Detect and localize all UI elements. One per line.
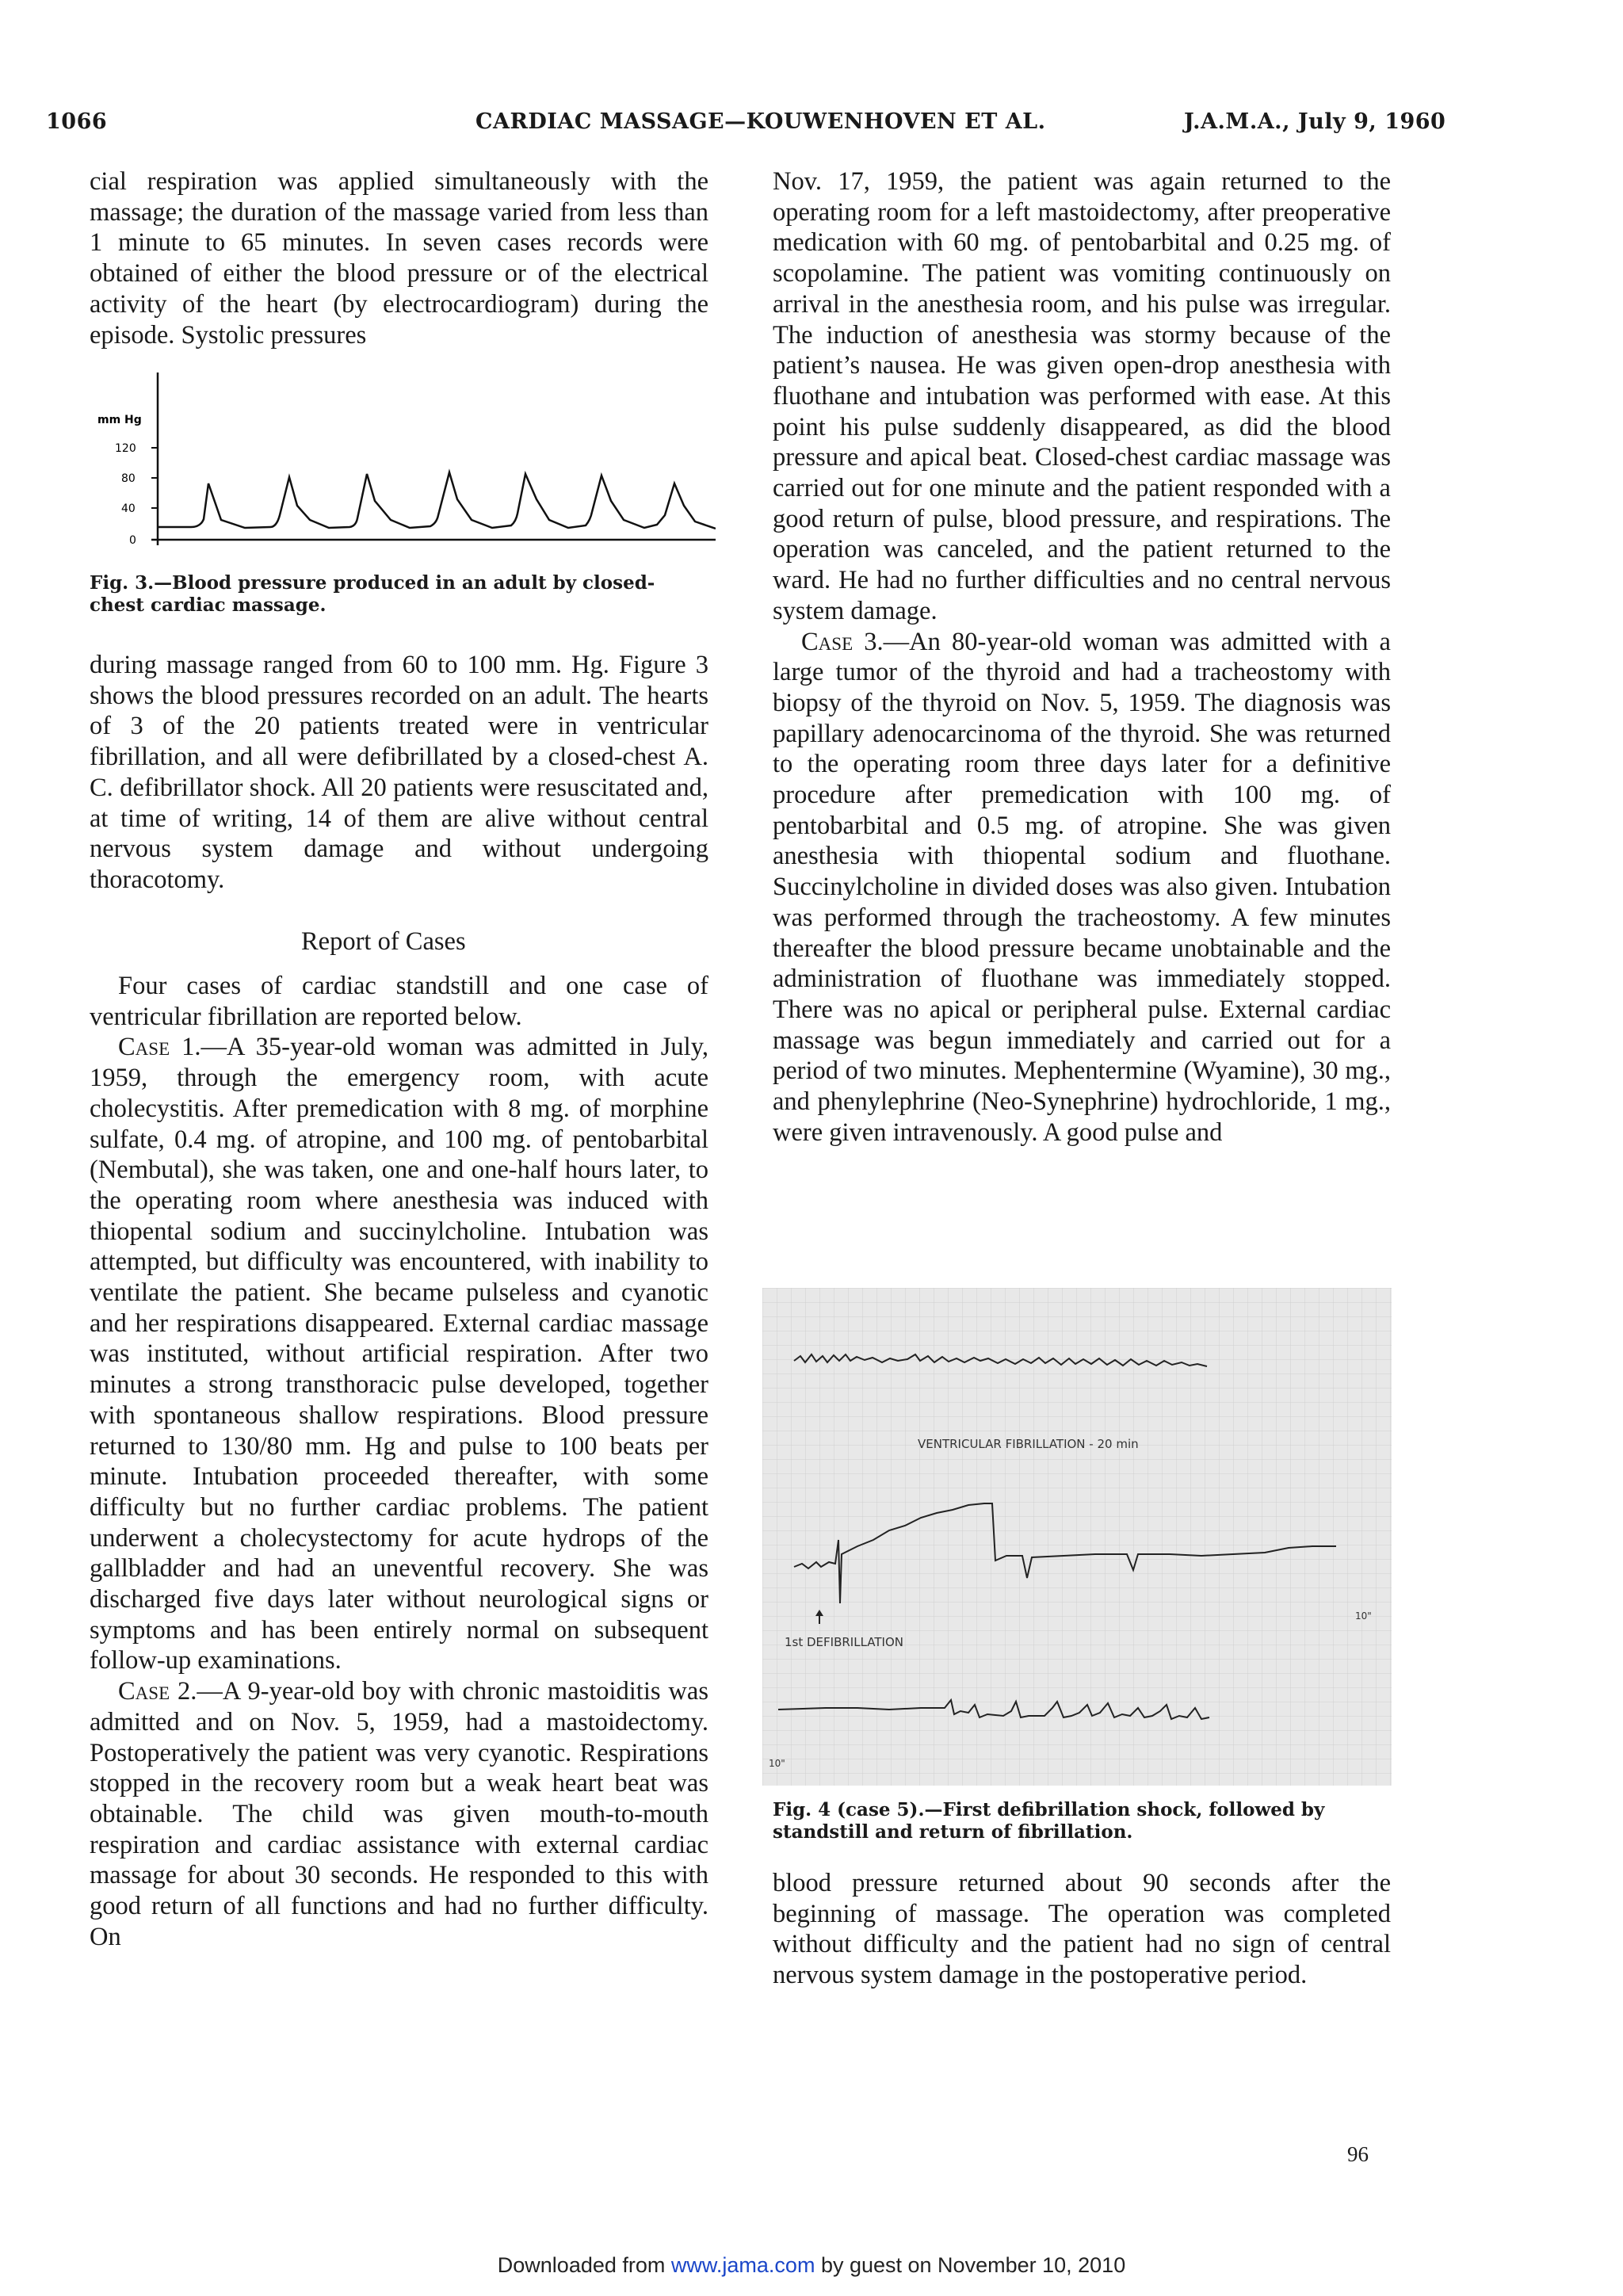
footer-prefix: Downloaded from xyxy=(497,2253,671,2277)
right-column-bottom xyxy=(773,1868,1391,1991)
blood-pressure-chart xyxy=(90,365,716,555)
ecg-strip xyxy=(762,1288,1392,1786)
case-2-paragraph xyxy=(90,1676,708,1952)
case-3-paragraph xyxy=(773,627,1391,1148)
defibrillation-label: 1st DEFIBRILLATION xyxy=(785,1635,903,1649)
vf-label: VENTRICULAR FIBRILLATION - 20 min xyxy=(918,1437,1139,1451)
paragraph: blood pressure returned about 90 seconds after the beginning of massage. The operation was completed without difficulty and the patient had no sign of central nervous system damage in the postoperative period. xyxy=(773,1869,1391,1990)
left-column-body xyxy=(90,650,708,896)
case-label: Case 3. xyxy=(801,627,884,656)
paragraph: Four cases of cardiac standstill and one case of ventricular fibrillation are reported below. xyxy=(90,972,708,1031)
case-label: Case 1. xyxy=(118,1033,201,1062)
left-column-cases xyxy=(90,971,708,1953)
figure-3-caption: Fig. 3.—Blood pressure produced in an adult by closed-chest cardiac massage. xyxy=(90,572,655,616)
footer-suffix: by guest on November 10, 2010 xyxy=(815,2253,1126,2277)
paragraph: Nov. 17, 1959, the patient was again returned to the operating room for a left mastoidectomy, after preoperative medication with 60 mg. of pentobarbital and 0.25 mg. of scopolamine. The patient was vomiting continuously on arrival in the anesthesia room, and his pulse was irregular. The induction of anesthesia was stormy because of the patient’s nausea. He was given open-drop anesthesia with fluothane and intubation was performed with ease. At this point his pulse suddenly disappeared, as did the blood pressure and apical beat. Closed-chest cardiac massage was carried out for one minute and the patient responded with a good return of pulse, blood pressure, and respirations. The operation was canceled, and the patient returned to the ward. He had no further difficulties and no central nervous system damage. xyxy=(773,167,1391,625)
time-mark: 10" xyxy=(1355,1610,1372,1622)
figure-3 xyxy=(90,365,716,555)
time-mark: 10" xyxy=(769,1758,785,1769)
page-number: 96 xyxy=(1347,2142,1369,2166)
journal-citation: J.A.M.A., July 9, 1960 xyxy=(1184,109,1446,134)
figure-4 xyxy=(762,1288,1392,1786)
section-heading: Report of Cases xyxy=(301,927,466,956)
download-footer xyxy=(0,2253,1623,2278)
jama-link[interactable]: www.jama.com xyxy=(670,2253,815,2277)
y-axis-unit: mm Hg xyxy=(97,414,142,426)
pressure-trace xyxy=(158,472,716,529)
y-tick-label: 40 xyxy=(121,502,136,515)
figure-4-caption: Fig. 4 (case 5).—First defibrillation shock, followed by standstill and return of fibrillation. xyxy=(773,1799,1325,1843)
paragraph: cial respiration was applied simultaneously with the massage; the duration of the massage varied from less than 1 minute to 65 minutes. In seven cases records were obtained of either the blood pressure or of the electrical activity of the heart (by electrocardiogram) during the episode. Systolic pressures xyxy=(90,167,708,350)
case-label: Case 2. xyxy=(118,1677,197,1706)
y-tick-label: 120 xyxy=(115,442,136,455)
y-tick-label: 80 xyxy=(121,472,136,485)
left-column-top xyxy=(90,166,708,350)
case-1-paragraph xyxy=(90,1032,708,1676)
y-tick-label: 0 xyxy=(129,534,136,547)
right-column-top xyxy=(773,166,1391,1148)
paragraph: during massage ranged from 60 to 100 mm. Hg. Figure 3 shows the blood pressures recorded on an adult. The hearts of 3 of the 20 patients treated were in ventricular fibrillation, and all were defibrillated by a closed-chest A. C. defibrillator shock. All 20 patients were resuscitated and, at time of writing, 14 of them are alive without central nervous system damage and without undergoing thoracotomy. xyxy=(90,651,708,894)
page-number-header: 1066 xyxy=(46,109,108,134)
running-title: CARDIAC MASSAGE—KOUWENHOVEN ET AL. xyxy=(475,109,1046,134)
case-text: —An 80-year-old woman was admitted with a large tumor of the thyroid and had a tracheostomy with biopsy of the thyroid on Nov. 5, 1959. The diagnosis was papillary adenocarcinoma of the thyroid. She was returned to the operating room three days later for a definitive procedure after premedication with 100 mg. of pentobarbital and 0.5 mg. of atropine. She was given anesthesia with thiopental sodium and fluothane. Succinylcholine in divided doses was also given. Intubation was performed through the tracheostomy. A few minutes thereafter the blood pressure became unobtainable and the administration of fluothane was immediately stopped. There was no apical or peripheral pulse. External cardiac massage was begun immediately and carried out for a period of two minutes. Mephentermine (Wyamine), 30 mg., and phenylephrine (Neo-Synephrine) hydrochloride, 1 mg., were given intravenously. A good pulse and xyxy=(773,627,1391,1147)
case-text: —A 35-year-old woman was admitted in July, 1959, through the emergency room, with acute cholecystitis. After premedication with 8 mg. of morphine sulfate, 0.4 mg. of atropine, and 100 mg. of pentobarbital (Nembutal), she was taken, one and one-half hours later, to the operating room where anesthesia was induced with thiopental sodium and succinylcholine. Intubation was attempted, but difficulty was encountered, with inability to ventilate the patient. She became pulseless and cyanotic and her respirations disappeared. External cardiac massage was instituted, without artificial respiration. After two minutes a strong transthoracic pulse developed, together with spontaneous shallow respirations. Blood pressure returned to 130/80 mm. Hg and pulse to 100 beats per minute. Intubation proceeded thereafter, with some difficulty but no further cardiac problems. The patient underwent a cholecystectomy for acute hydrops of the gallbladder and had an uneventful recovery. She was discharged five days later without neurological signs or symptoms and has been entirely normal on subsequent follow-up examinations. xyxy=(90,1033,708,1675)
case-text: —A 9-year-old boy with chronic mastoiditis was admitted and on Nov. 5, 1959, had a mastoidectomy. Postoperatively the patient was very cyanotic. Respirations stopped in the recovery room but a weak heart beat was obtainable. The child was given mouth-to-mouth respiration and cardiac assistance with external cardiac massage for about 30 seconds. He responded to this with good return of all functions and had no further difficulty. On xyxy=(90,1677,708,1951)
